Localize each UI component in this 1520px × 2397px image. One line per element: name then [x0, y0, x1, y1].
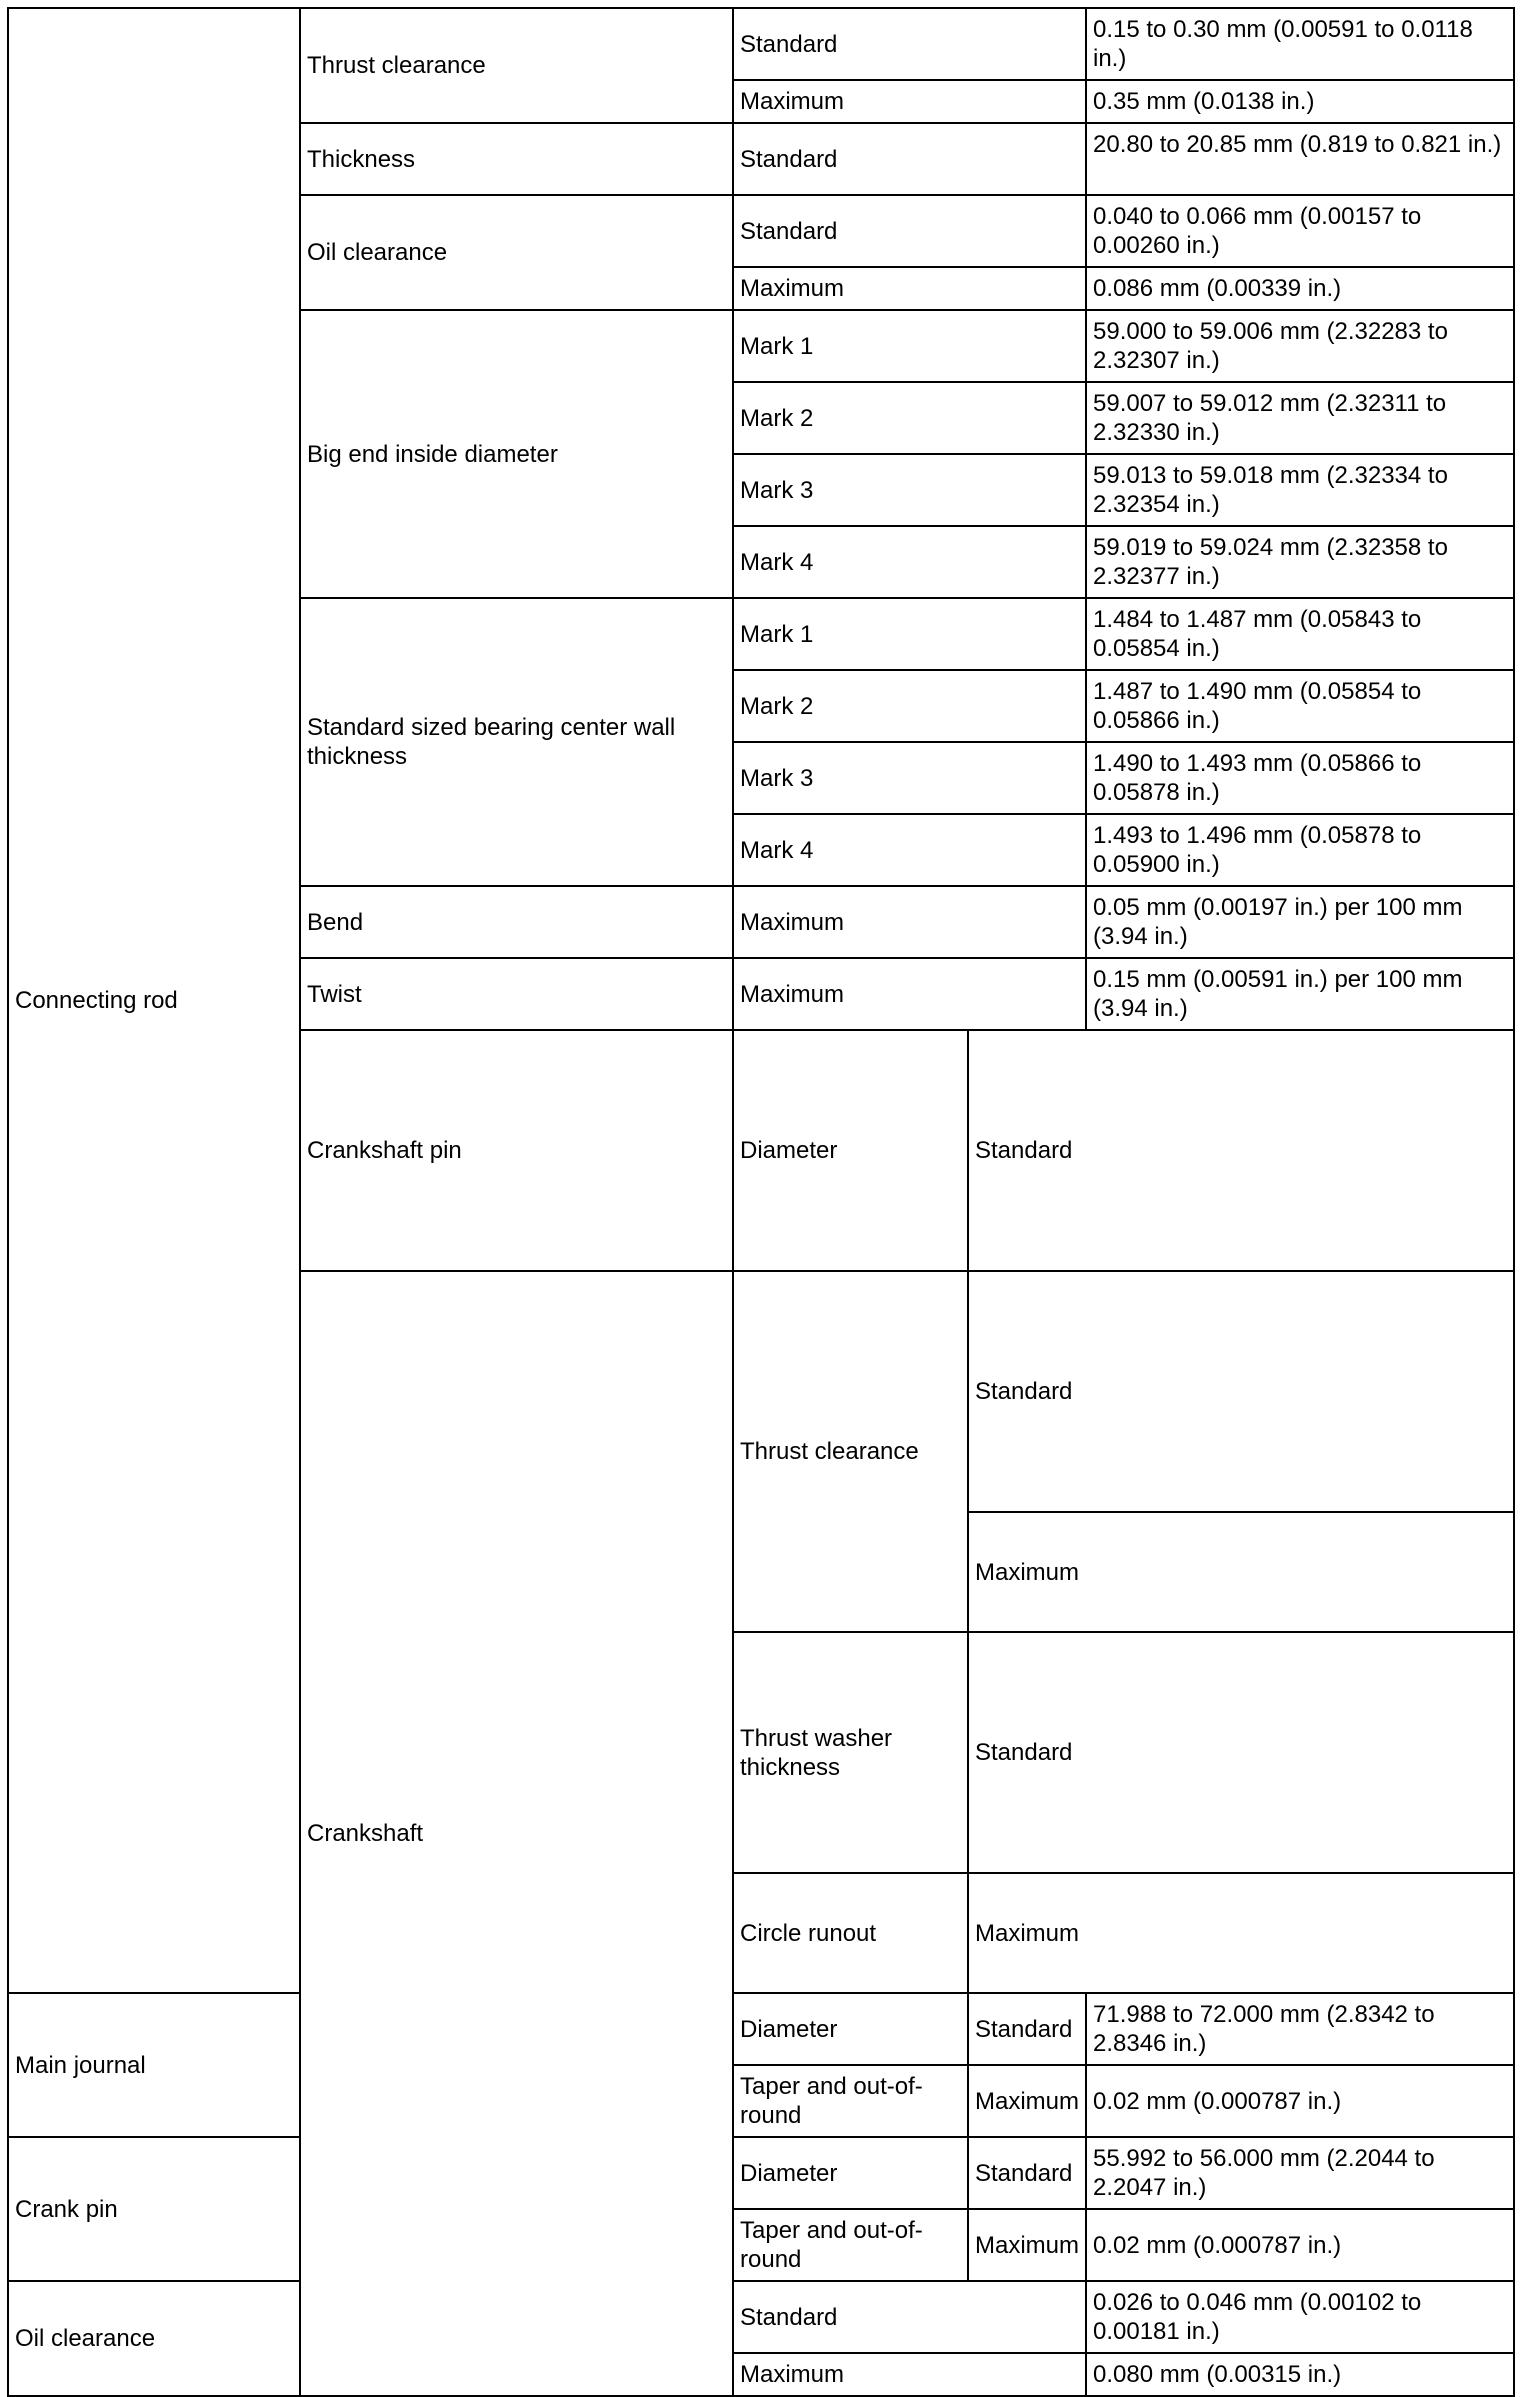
spec-value: 20.80 to 20.85 mm (0.819 to 0.821 in.): [1086, 123, 1514, 195]
spec-value: 1.493 to 1.496 mm (0.05878 to 0.05900 in.): [1086, 814, 1514, 886]
spec-value: 0.15 to 0.30 mm (0.00591 to 0.0118 in.): [1086, 8, 1514, 80]
spec-value: 0.05 mm (0.00197 in.) per 100 mm (3.94 in.): [1086, 886, 1514, 958]
condition-label: Maximum: [968, 1512, 1514, 1632]
spec-value: 59.013 to 59.018 mm (2.32334 to 2.32354 in.): [1086, 454, 1514, 526]
condition-label: Standard: [733, 8, 1086, 80]
condition-label: Standard: [968, 1993, 1086, 2065]
condition-label: Standard: [733, 123, 1086, 195]
item-label: Main journal: [8, 1993, 300, 2137]
condition-label: Maximum: [733, 886, 1086, 958]
table-row: [8, 1993, 1514, 2065]
spec-value: 0.15 mm (0.00591 in.) per 100 mm (3.94 in.): [1086, 958, 1514, 1030]
condition-label: Standard: [733, 2281, 1086, 2353]
table-row: [8, 2281, 1514, 2353]
item-label: Thrust washer thickness: [733, 1632, 968, 1873]
spec-value: 59.019 to 59.024 mm (2.32358 to 2.32377 in.): [1086, 526, 1514, 598]
condition-label: Mark 3: [733, 454, 1086, 526]
item-label: Standard sized bearing center wall thickness: [300, 598, 733, 886]
sub-item-label: Taper and out-of-round: [733, 2209, 968, 2281]
condition-label: Mark 1: [733, 598, 1086, 670]
sub-item-label: Diameter: [733, 1993, 968, 2065]
condition-label: Mark 4: [733, 814, 1086, 886]
table-row: [8, 2137, 1514, 2209]
item-label: Twist: [300, 958, 733, 1030]
spec-value: 59.000 to 59.006 mm (2.32283 to 2.32307 in.): [1086, 310, 1514, 382]
spec-value: 0.026 to 0.046 mm (0.00102 to 0.00181 in.): [1086, 2281, 1514, 2353]
spec-value: 0.080 mm (0.00315 in.): [1086, 2353, 1514, 2396]
spec-value: 0.040 to 0.066 mm (0.00157 to 0.00260 in.): [1086, 195, 1514, 267]
spec-table: [7, 7, 1515, 2397]
spec-value: 55.992 to 56.000 mm (2.2044 to 2.2047 in.): [1086, 2137, 1514, 2209]
condition-label: Maximum: [968, 2209, 1086, 2281]
condition-label: Maximum: [733, 267, 1086, 310]
spec-value: 0.35 mm (0.0138 in.): [1086, 80, 1514, 123]
item-label: Oil clearance: [8, 2281, 300, 2396]
section-label: Crankshaft: [300, 1271, 733, 2396]
condition-label: Mark 4: [733, 526, 1086, 598]
item-label: Diameter: [733, 1030, 968, 1271]
spec-value: 59.007 to 59.012 mm (2.32311 to 2.32330 in.): [1086, 382, 1514, 454]
condition-label: Mark 2: [733, 382, 1086, 454]
condition-label: Mark 3: [733, 742, 1086, 814]
sub-item-label: Taper and out-of-round: [733, 2065, 968, 2137]
section-label: Crankshaft pin: [300, 1030, 733, 1271]
item-label: Thrust clearance: [733, 1271, 968, 1632]
spec-value: 0.086 mm (0.00339 in.): [1086, 267, 1514, 310]
condition-label: Standard: [968, 1632, 1514, 1873]
spec-value: 0.02 mm (0.000787 in.): [1086, 2065, 1514, 2137]
item-label: Thickness: [300, 123, 733, 195]
condition-label: Maximum: [968, 2065, 1086, 2137]
spec-value: 1.490 to 1.493 mm (0.05866 to 0.05878 in.): [1086, 742, 1514, 814]
condition-label: Maximum: [733, 2353, 1086, 2396]
spec-value: 1.484 to 1.487 mm (0.05843 to 0.05854 in.): [1086, 598, 1514, 670]
section-label: Connecting rod: [8, 8, 300, 1993]
condition-label: Maximum: [968, 1873, 1514, 1993]
condition-label: Standard: [968, 2137, 1086, 2209]
item-label: Crank pin: [8, 2137, 300, 2281]
item-label: Circle runout: [733, 1873, 968, 1993]
item-label: Bend: [300, 886, 733, 958]
item-label: Big end inside diameter: [300, 310, 733, 598]
table-row: [8, 8, 1514, 80]
condition-label: Standard: [968, 1271, 1514, 1512]
spec-value: 1.487 to 1.490 mm (0.05854 to 0.05866 in.): [1086, 670, 1514, 742]
condition-label: Maximum: [733, 958, 1086, 1030]
condition-label: Standard: [733, 195, 1086, 267]
condition-label: Maximum: [733, 80, 1086, 123]
condition-label: Mark 2: [733, 670, 1086, 742]
condition-label: Standard: [968, 1030, 1514, 1271]
condition-label: Mark 1: [733, 310, 1086, 382]
spec-value: 0.02 mm (0.000787 in.): [1086, 2209, 1514, 2281]
item-label: Oil clearance: [300, 195, 733, 310]
sub-item-label: Diameter: [733, 2137, 968, 2209]
spec-value: 71.988 to 72.000 mm (2.8342 to 2.8346 in.): [1086, 1993, 1514, 2065]
item-label: Thrust clearance: [300, 8, 733, 123]
